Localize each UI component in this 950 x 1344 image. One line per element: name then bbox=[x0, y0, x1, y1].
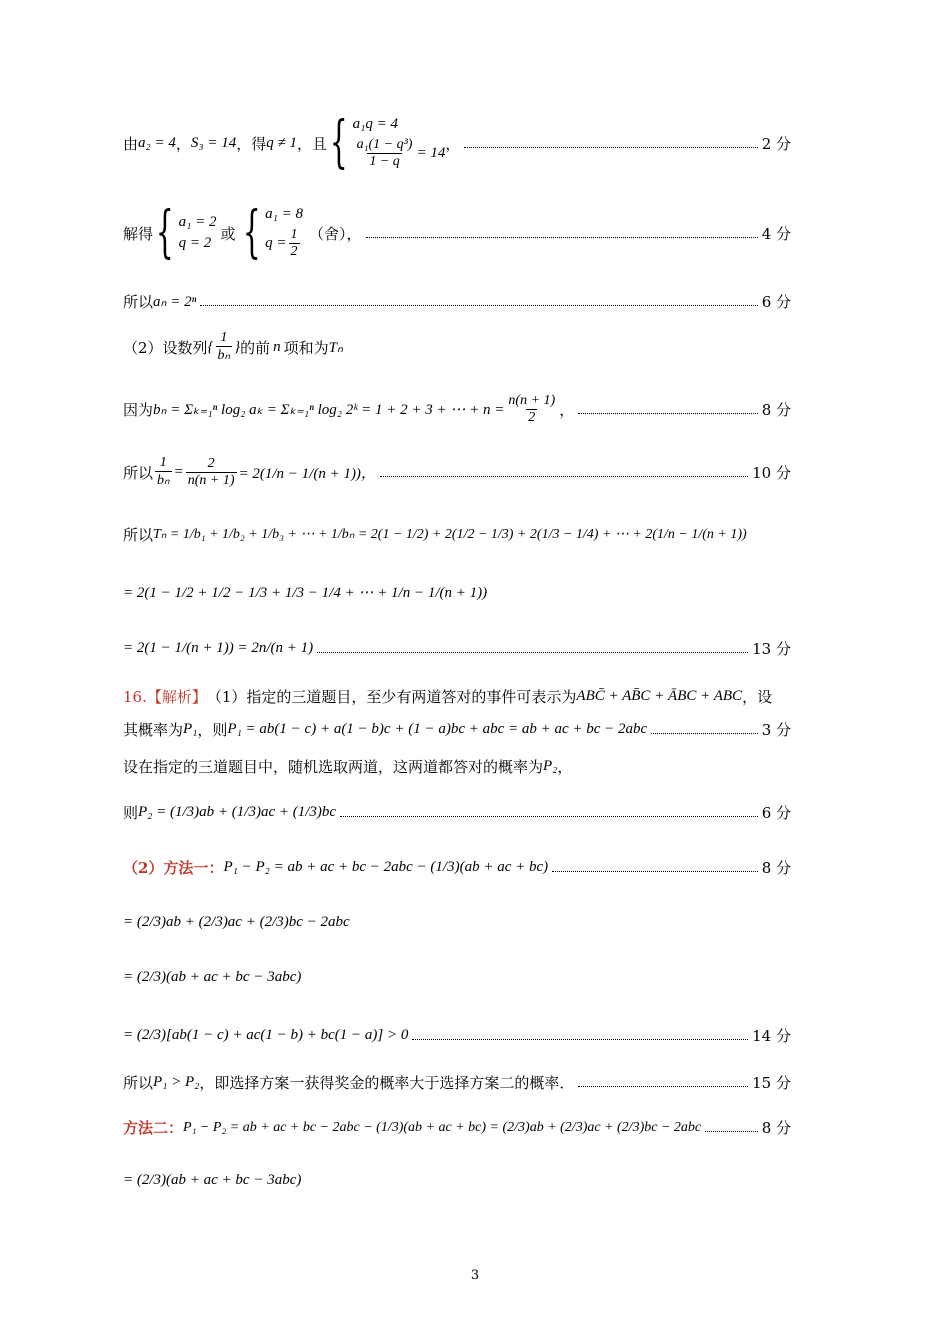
dot-leader bbox=[651, 733, 757, 734]
formula: } bbox=[234, 338, 241, 355]
text: （1）指定的三道题目，至少有两道答对的事件可表示为 bbox=[206, 688, 577, 706]
score: 4 分 bbox=[761, 224, 791, 243]
line-13 bbox=[123, 802, 791, 823]
method-two-tag: 方法二： bbox=[123, 1119, 184, 1137]
formula: = bbox=[173, 463, 184, 480]
formula: P₁ − P₂ = ab + ac + bc − 2abc − (1/3)(ab + ac + bc) = (2/3)ab + (2/3)ac + (2/3)bc − 2abc bbox=[183, 1119, 702, 1135]
formula: P₁ − P₂ = ab + ac + bc − 2abc − (1/3)(ab + ac + bc) bbox=[223, 859, 549, 875]
equation-system: { a₁q = 4 $\frac{\text{a₁(1 − q³)}}{1 - q}$ = 14 bbox=[329, 110, 446, 175]
text: 所以 bbox=[123, 526, 154, 544]
line-17 bbox=[123, 1025, 791, 1046]
formula: aₙ = 2ⁿ bbox=[153, 294, 197, 310]
formula: q ≠ 1 bbox=[266, 134, 297, 151]
dot-leader bbox=[705, 1131, 758, 1132]
equation-system: { a₁ = 8 q = $\frac{1}{2}$ bbox=[242, 200, 303, 265]
fraction-denominator: 1 − q bbox=[369, 154, 400, 169]
line-19 bbox=[123, 1117, 791, 1138]
line-7 bbox=[123, 524, 791, 545]
text: 则 bbox=[123, 804, 139, 822]
formula: a₁ = 2 bbox=[178, 214, 217, 230]
formula: S₃ = 14 bbox=[190, 134, 237, 151]
fraction-numerator: 1 bbox=[220, 330, 228, 345]
text: 或 bbox=[220, 224, 236, 243]
line-18 bbox=[123, 1072, 791, 1093]
score: 6 分 bbox=[761, 804, 791, 822]
dot-leader bbox=[340, 816, 758, 817]
dot-leader bbox=[464, 147, 757, 148]
fraction-denominator: bₙ bbox=[157, 473, 170, 488]
text: ，即选择方案一获得奖金的概率大于选择方案二的概率． bbox=[199, 1074, 575, 1092]
formula: = 14 bbox=[416, 145, 446, 161]
formula: P₁ > P₂ bbox=[153, 1074, 200, 1090]
formula: = (2/3)(ab + ac + bc − 3abc) bbox=[123, 969, 302, 985]
page-number: 3 bbox=[470, 1268, 480, 1283]
fraction-numerator: 1 bbox=[159, 455, 167, 470]
dot-leader bbox=[317, 652, 748, 653]
text: 由 bbox=[123, 134, 139, 153]
line-20 bbox=[123, 1172, 791, 1189]
formula: Tₙ = 1/b₁ + 1/b₂ + 1/b₃ + ⋯ + 1/bₙ = 2(1 − 1/2) + 2(1/2 − 1/3) + 2(1/3 − 1/4) + ⋯ + 2(1/n − 1/(n + 1)) bbox=[153, 527, 747, 542]
formula: a₂ = 4 bbox=[138, 134, 176, 151]
score: 15 分 bbox=[752, 1074, 791, 1092]
line-8 bbox=[123, 583, 791, 602]
dot-leader bbox=[578, 1086, 748, 1087]
line-6 bbox=[123, 455, 791, 489]
analysis-tag: 【解析】 bbox=[146, 688, 207, 706]
dot-leader bbox=[366, 237, 758, 238]
text: （2）设数列 bbox=[123, 338, 208, 357]
formula: = 2(1 − 1/(n + 1)) = 2n/(n + 1) bbox=[123, 640, 314, 656]
dot-leader bbox=[552, 871, 758, 872]
dot-leader bbox=[412, 1039, 748, 1040]
fraction-numerator: a₁(1 − q³) bbox=[356, 137, 413, 152]
fraction-denominator: 2 bbox=[290, 244, 298, 259]
line-15 bbox=[123, 914, 791, 931]
line-11 bbox=[123, 719, 791, 740]
formula: bₙ = Σₖ₌₁ⁿ log₂ aₖ = Σₖ₌₁ⁿ log₂ 2ᵏ = 1 + 2 + 3 + ⋯ + n = bbox=[153, 402, 505, 418]
line-10 bbox=[123, 686, 791, 707]
formula: P₂ = (1/3)ab + (1/3)ac + (1/3)bc bbox=[138, 804, 337, 820]
score: 13 分 bbox=[752, 640, 791, 658]
formula: { bbox=[207, 338, 214, 355]
line-1: 由 a₂ = 4 ， S₃ = 14 ，得 q ≠ 1 ，且 { a₁q = 4 $\frac{\text{a₁(1 − q³)}}{1 - q}$ = 14 ， 2 分 bbox=[123, 110, 791, 175]
formula: a₁ = 8 bbox=[265, 206, 303, 222]
text: 因为 bbox=[123, 401, 154, 419]
line-9 bbox=[123, 638, 791, 659]
text: 项和为 bbox=[283, 338, 329, 357]
text: 所以 bbox=[123, 1074, 154, 1092]
fraction-denominator: 2 bbox=[528, 410, 536, 425]
text: 所以 bbox=[123, 293, 154, 311]
text: 设在指定的三道题目中，随机选取两道，这两道都答对的概率为 bbox=[123, 758, 544, 776]
fraction-denominator: n(n + 1) bbox=[187, 472, 235, 488]
score: 8 分 bbox=[761, 401, 791, 419]
formula: = (2/3)(ab + ac + bc − 3abc) bbox=[123, 1172, 302, 1188]
text: ，且 bbox=[296, 134, 327, 153]
line-4 bbox=[123, 330, 791, 364]
formula: = 2(1/n − 1/(n + 1))， bbox=[238, 465, 376, 482]
score: 3 分 bbox=[761, 721, 791, 739]
formula: P₂ bbox=[543, 758, 558, 774]
formula: = (2/3)[ab(1 − c) + ac(1 − b) + bc(1 − a)] > 0 bbox=[123, 1027, 409, 1043]
fraction-numerator: n(n + 1) bbox=[508, 393, 556, 408]
formula: a₁q = 4 bbox=[352, 116, 398, 132]
fraction-numerator: 1 bbox=[290, 227, 298, 242]
dot-leader bbox=[200, 305, 757, 306]
equation-system: { a₁ = 2 q = 2 bbox=[155, 200, 217, 265]
formula: Tₙ bbox=[328, 339, 343, 356]
text: 的前 bbox=[240, 338, 271, 357]
score: 14 分 bbox=[752, 1027, 791, 1045]
fraction-numerator: 2 bbox=[207, 455, 215, 471]
formula: ABC̄ + AB̄C + ĀBC + ABC bbox=[576, 688, 743, 704]
text: 所以 bbox=[123, 463, 154, 482]
score: 10 分 bbox=[752, 463, 791, 482]
text: 其概率为 bbox=[123, 721, 184, 739]
dot-leader bbox=[380, 476, 748, 477]
line-2 bbox=[123, 200, 791, 265]
score: 8 分 bbox=[761, 859, 791, 877]
method-one-tag: （2）方法一： bbox=[123, 859, 224, 877]
score: 6 分 bbox=[761, 293, 791, 311]
line-14 bbox=[123, 857, 791, 878]
line-16 bbox=[123, 969, 791, 986]
formula: P₁ bbox=[183, 721, 198, 737]
formula: q = 2 bbox=[178, 235, 212, 251]
line-12 bbox=[123, 756, 791, 777]
score: 8 分 bbox=[761, 1119, 791, 1137]
text: ，则 bbox=[197, 721, 228, 739]
formula: = 2(1 − 1/2 + 1/2 − 1/3 + 1/3 − 1/4 + ⋯ + 1/n − 1/(n + 1)) bbox=[123, 585, 488, 601]
line-5: 因为 bₙ = Σₖ₌₁ⁿ log₂ aₖ = Σₖ₌₁ⁿ log₂ 2ᵏ = 1 + 2 + 3 + ⋯ + n = $\frac{n(n + 1)}{2}$ ， 8 分 bbox=[123, 393, 791, 425]
formula: P₁ = ab(1 − c) + a(1 − b)c + (1 − a)bc + abc = ab + ac + bc − 2abc bbox=[227, 721, 648, 737]
formula: = (2/3)ab + (2/3)ac + (2/3)bc − 2abc bbox=[123, 914, 350, 930]
text: ，得 bbox=[236, 134, 267, 153]
text: （舍）， bbox=[309, 224, 362, 243]
line-3 bbox=[123, 291, 791, 312]
formula: n bbox=[273, 338, 281, 355]
fraction-denominator: bₙ bbox=[217, 348, 231, 363]
dot-leader bbox=[578, 413, 757, 414]
text: ，设 bbox=[742, 688, 773, 706]
text: ， bbox=[557, 758, 573, 776]
score: 2 分 bbox=[761, 134, 791, 153]
formula: q = bbox=[265, 235, 287, 251]
question-number: 16. bbox=[123, 687, 147, 706]
text: 解得 bbox=[123, 224, 154, 243]
